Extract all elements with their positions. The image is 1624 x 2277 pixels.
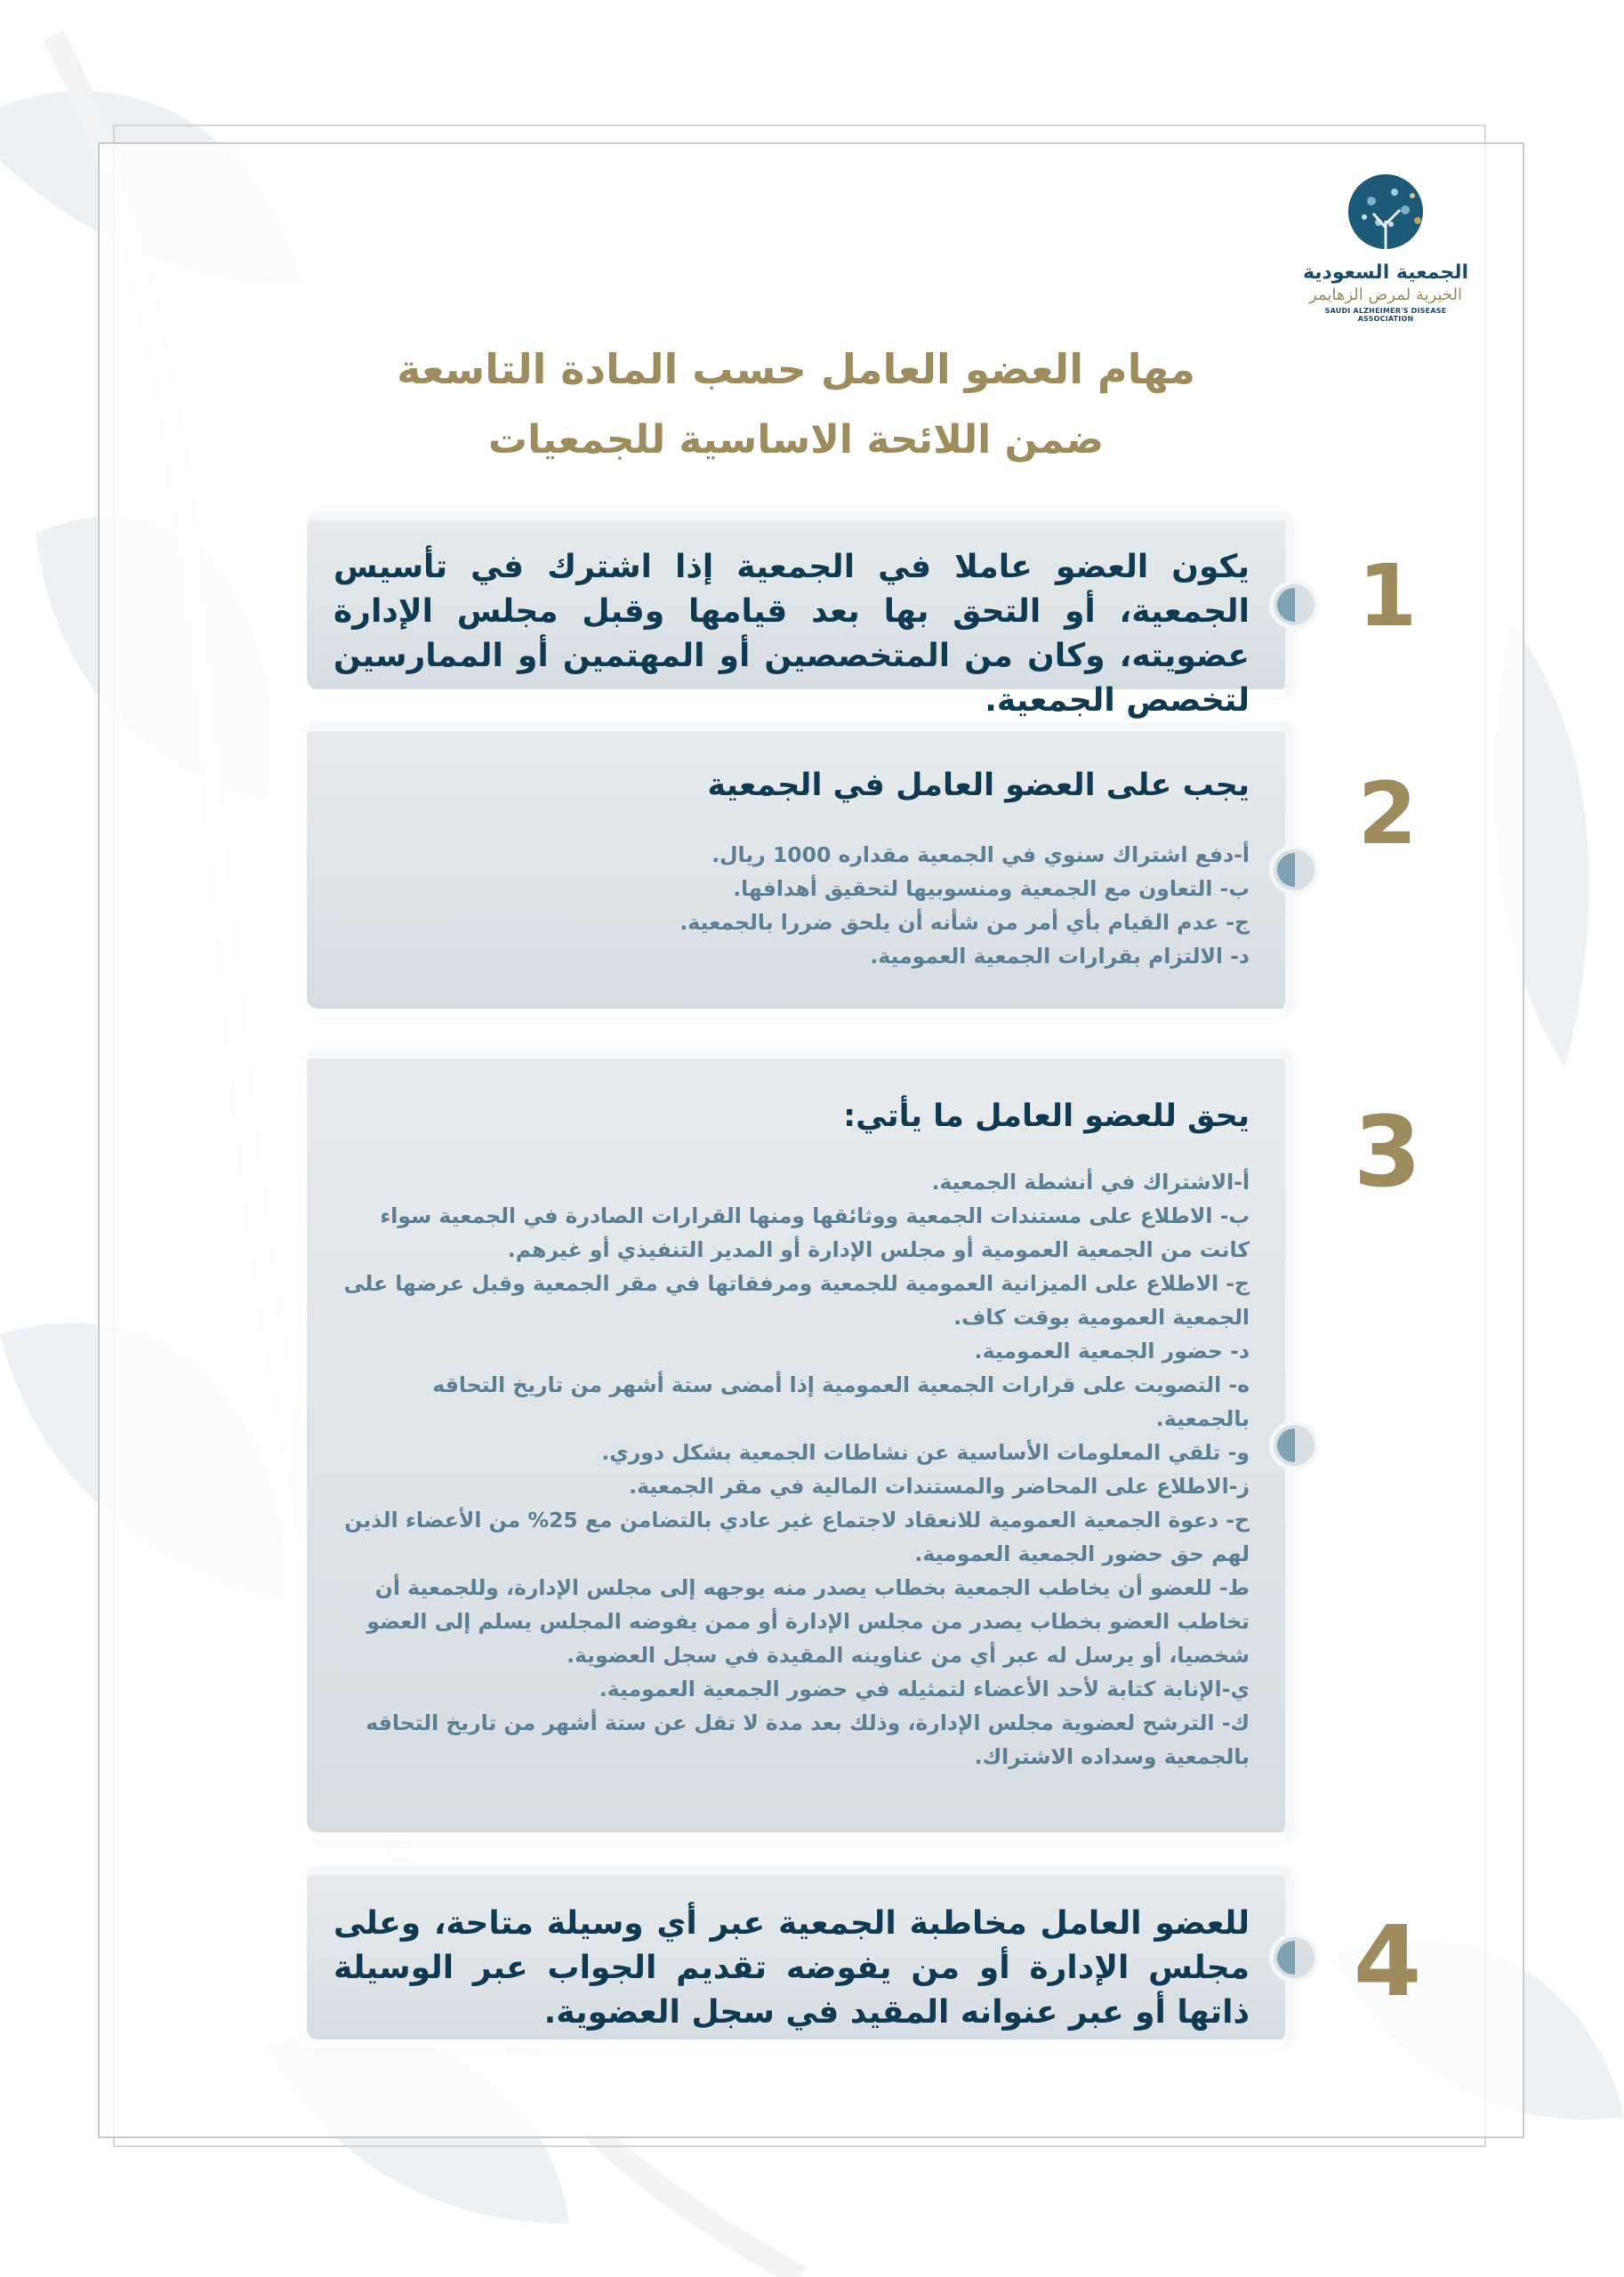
list-item: د- الالتزام بقرارات الجمعية العمومية. (870, 944, 1250, 969)
section-3-number: 3 (1353, 1095, 1422, 1209)
title-line-2: ضمن اللائحة الاساسية للجمعيات (487, 417, 1105, 463)
list-item: د- حضور الجمعية العمومية. (974, 1339, 1250, 1364)
section-2-heading: يجب على العضو العامل في الجمعية (707, 768, 1250, 803)
section-3-card (307, 1050, 1292, 1832)
list-item: ك- الترشح لعضوية مجلس الإدارة، وذلك بعد مدة لا تقل عن ستة أشهر من تاريخ التحاقه بالجمعية وسداده الاشتراك. (366, 1710, 1250, 1769)
section-3-heading: يحق للعضو العامل ما يأتي: (843, 1098, 1250, 1134)
logo-name-ar-2: الخيرية لمرض الزهايمر (1309, 286, 1462, 304)
list-item: ب- الاطلاع على مستندات الجمعية ووثائقها ومنها القرارات الصادرة في الجمعية سواء كانت من الجمعية العمومية أو مجلس الإدارة أو المدير التنفيذي أو غيرهم. (380, 1203, 1250, 1262)
section-4-card (307, 1866, 1292, 2040)
section-2-list (307, 808, 1285, 1000)
list-item: ه- التصويت على قرارات الجمعية العمومية إذا أمضى ستة أشهر من تاريخ التحاقه بالجمعية. (432, 1372, 1250, 1431)
list-item: ج- عدم القيام بأي أمر من شأنه أن يلحق ضررا بالجمعية. (679, 910, 1250, 935)
section-4-tab (1269, 1933, 1319, 1983)
logo-name-ar: الجمعية السعودية (1302, 261, 1469, 284)
section-4-text: للعضو العامل مخاطبة الجمعية عبر أي وسيلة متاحة، وعلى مجلس الإدارة أو من يفوضه تقديم الجواب عبر الوسيلة ذاتها أو عبر عنوانه المقيد في سجل العضوية. (334, 1905, 1250, 2031)
list-item: ي-الإنابة كتابة لأحد الأعضاء لتمثيله في حضور الجمعية العمومية. (599, 1677, 1250, 1702)
section-1-tab (1269, 580, 1319, 630)
section-1-text: يكون العضو عاملا في الجمعية إذا اشترك في تأسيس الجمعية، أو التحق بها بعد قيامها وقبل مجلس الإدارة عضويته، وكان من المتخصصين أو المهتمين أو الممارسين لتخصص الجمعية. (334, 549, 1250, 719)
logo-name-en: SAUDI ALZHEIMER'S DISEASE ASSOCIATION (1324, 307, 1447, 323)
section-2-number: 2 (1357, 764, 1418, 864)
section-3-tab (1269, 1420, 1319, 1470)
list-item: ج- الاطلاع على الميزانية العمومية للجمعية ومرفقاتها في مقر الجمعية وقبل عرضها على الجمعية العمومية بوقت كاف. (343, 1271, 1250, 1330)
section-2-tab (1269, 845, 1319, 895)
list-item: ب- التعاون مع الجمعية ومنسوبيها لتحقيق أهدافها. (733, 876, 1250, 901)
section-3-list (307, 1138, 1285, 1800)
list-item: و- تلقي المعلومات الأساسية عن نشاطات الجمعية بشكل دوري. (601, 1440, 1250, 1465)
tree-icon (1332, 169, 1439, 256)
section-1-number: 1 (1357, 546, 1418, 646)
section-4-number: 4 (1353, 1904, 1422, 2018)
list-item: ز-الاطلاع على المحاضر والمستندات المالية في مقر الجمعية. (629, 1474, 1250, 1499)
list-item: أ-الاشتراك في أنشطة الجمعية. (931, 1170, 1250, 1195)
section-1-card (307, 511, 1292, 719)
page-title (293, 334, 1298, 476)
section-2-card (307, 722, 1292, 1009)
list-item: ط- للعضو أن يخاطب الجمعية بخطاب يصدر منه يوجهه إلى مجلس الإدارة، وللجمعية أن تخاطب العضو بخطاب يصدر من مجلس الإدارة أو ممن يفوضه المجلس يسلم إلى العضو شخصيا، أو يرسل له عبر أي من عناوينه المقيدة في سجل العضوية. (366, 1575, 1250, 1668)
title-line-1: مهام العضو العامل حسب المادة التاسعة (397, 345, 1195, 393)
list-item: أ-دفع اشتراك سنوي في الجمعية مقداره 1000 ريال. (712, 842, 1250, 867)
association-logo (1297, 169, 1475, 329)
list-item: ح- دعوة الجمعية العمومية للانعقاد لاجتماع غير عادي بالتضامن مع 25% من الأعضاء الذين لهم حق حضور الجمعية العمومية. (344, 1508, 1250, 1566)
